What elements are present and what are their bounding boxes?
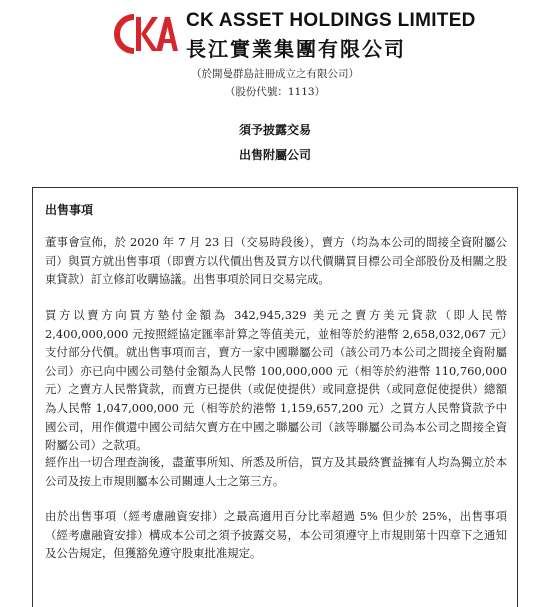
stock-code: （股份代號：1113）	[224, 86, 326, 98]
company-name-zh: 長江實業集團有限公司	[186, 37, 406, 61]
document-title-disclosable-transaction: 須予披露交易	[238, 123, 311, 137]
company-logo	[112, 12, 178, 56]
paragraph-announcement: 董事會宣佈，於 2020 年 7 月 23 日（交易時段後），賣方（均為本公司的間接全資附屬公司）與買方就出售事項（即賣方以代價出售及買方以代價購買目標公司全部股份及相關之股東貸款）訂立修訂收購協議。出售事項於同日交易完成。	[45, 235, 507, 287]
paragraph-listing-rules: 由於出售事項（經考慮融資安排）之最高適用百分比率超過 5% 但少於 25%，出售事項（經考慮融資安排）構成本公司之須予披露交易，本公司須遵守上市規則第十四章下之通知及公告規定，但獲豁免遵守股東批准規定。	[45, 509, 507, 561]
document-title-disposal: 出售附屬公司	[238, 148, 311, 162]
announcement-header	[0, 0, 550, 100]
paragraph-independence: 經作出一切合理查詢後，盡董事所知、所悉及所信，買方及其最終實益擁有人均為獨立於本公司及按上市規則屬本公司關連人士之第三方。	[45, 455, 507, 488]
incorporation-note: （於開曼群島註冊成立之有限公司）	[191, 68, 359, 80]
paragraph-consideration: 買方以賣方向買方墊付金額為 342,945,329 美元之賣方美元貸款（即人民幣 2,400,000,000 元按照經協定匯率計算之等值美元，並相等於約港幣 2,658,032,067 元）支付部分代價。就出售事項而言，賣方一家中國聯屬公司（該公司乃本公司之間接全資附屬公司）亦已向中國公司墊付金額為人民幣 100,000,000 元（相等於約港幣 110,760,000 元）之賣方人民幣貸款，而賣方已提供（或促使提供）或同意提供（或同意促使提供）總額為人民幣 1,047,000,000 元（相等於約港幣 1,159,657,200 元）之買方人民幣貸款予中國公司，用作償還中國公司結欠賣方在中國之聯屬公司（該等聯屬公司為本公司之間接全資附屬公司）之款項。	[45, 308, 507, 453]
section-heading: 出售事項	[45, 203, 94, 217]
company-name-en: CK ASSET HOLDINGS LIMITED	[186, 10, 476, 31]
